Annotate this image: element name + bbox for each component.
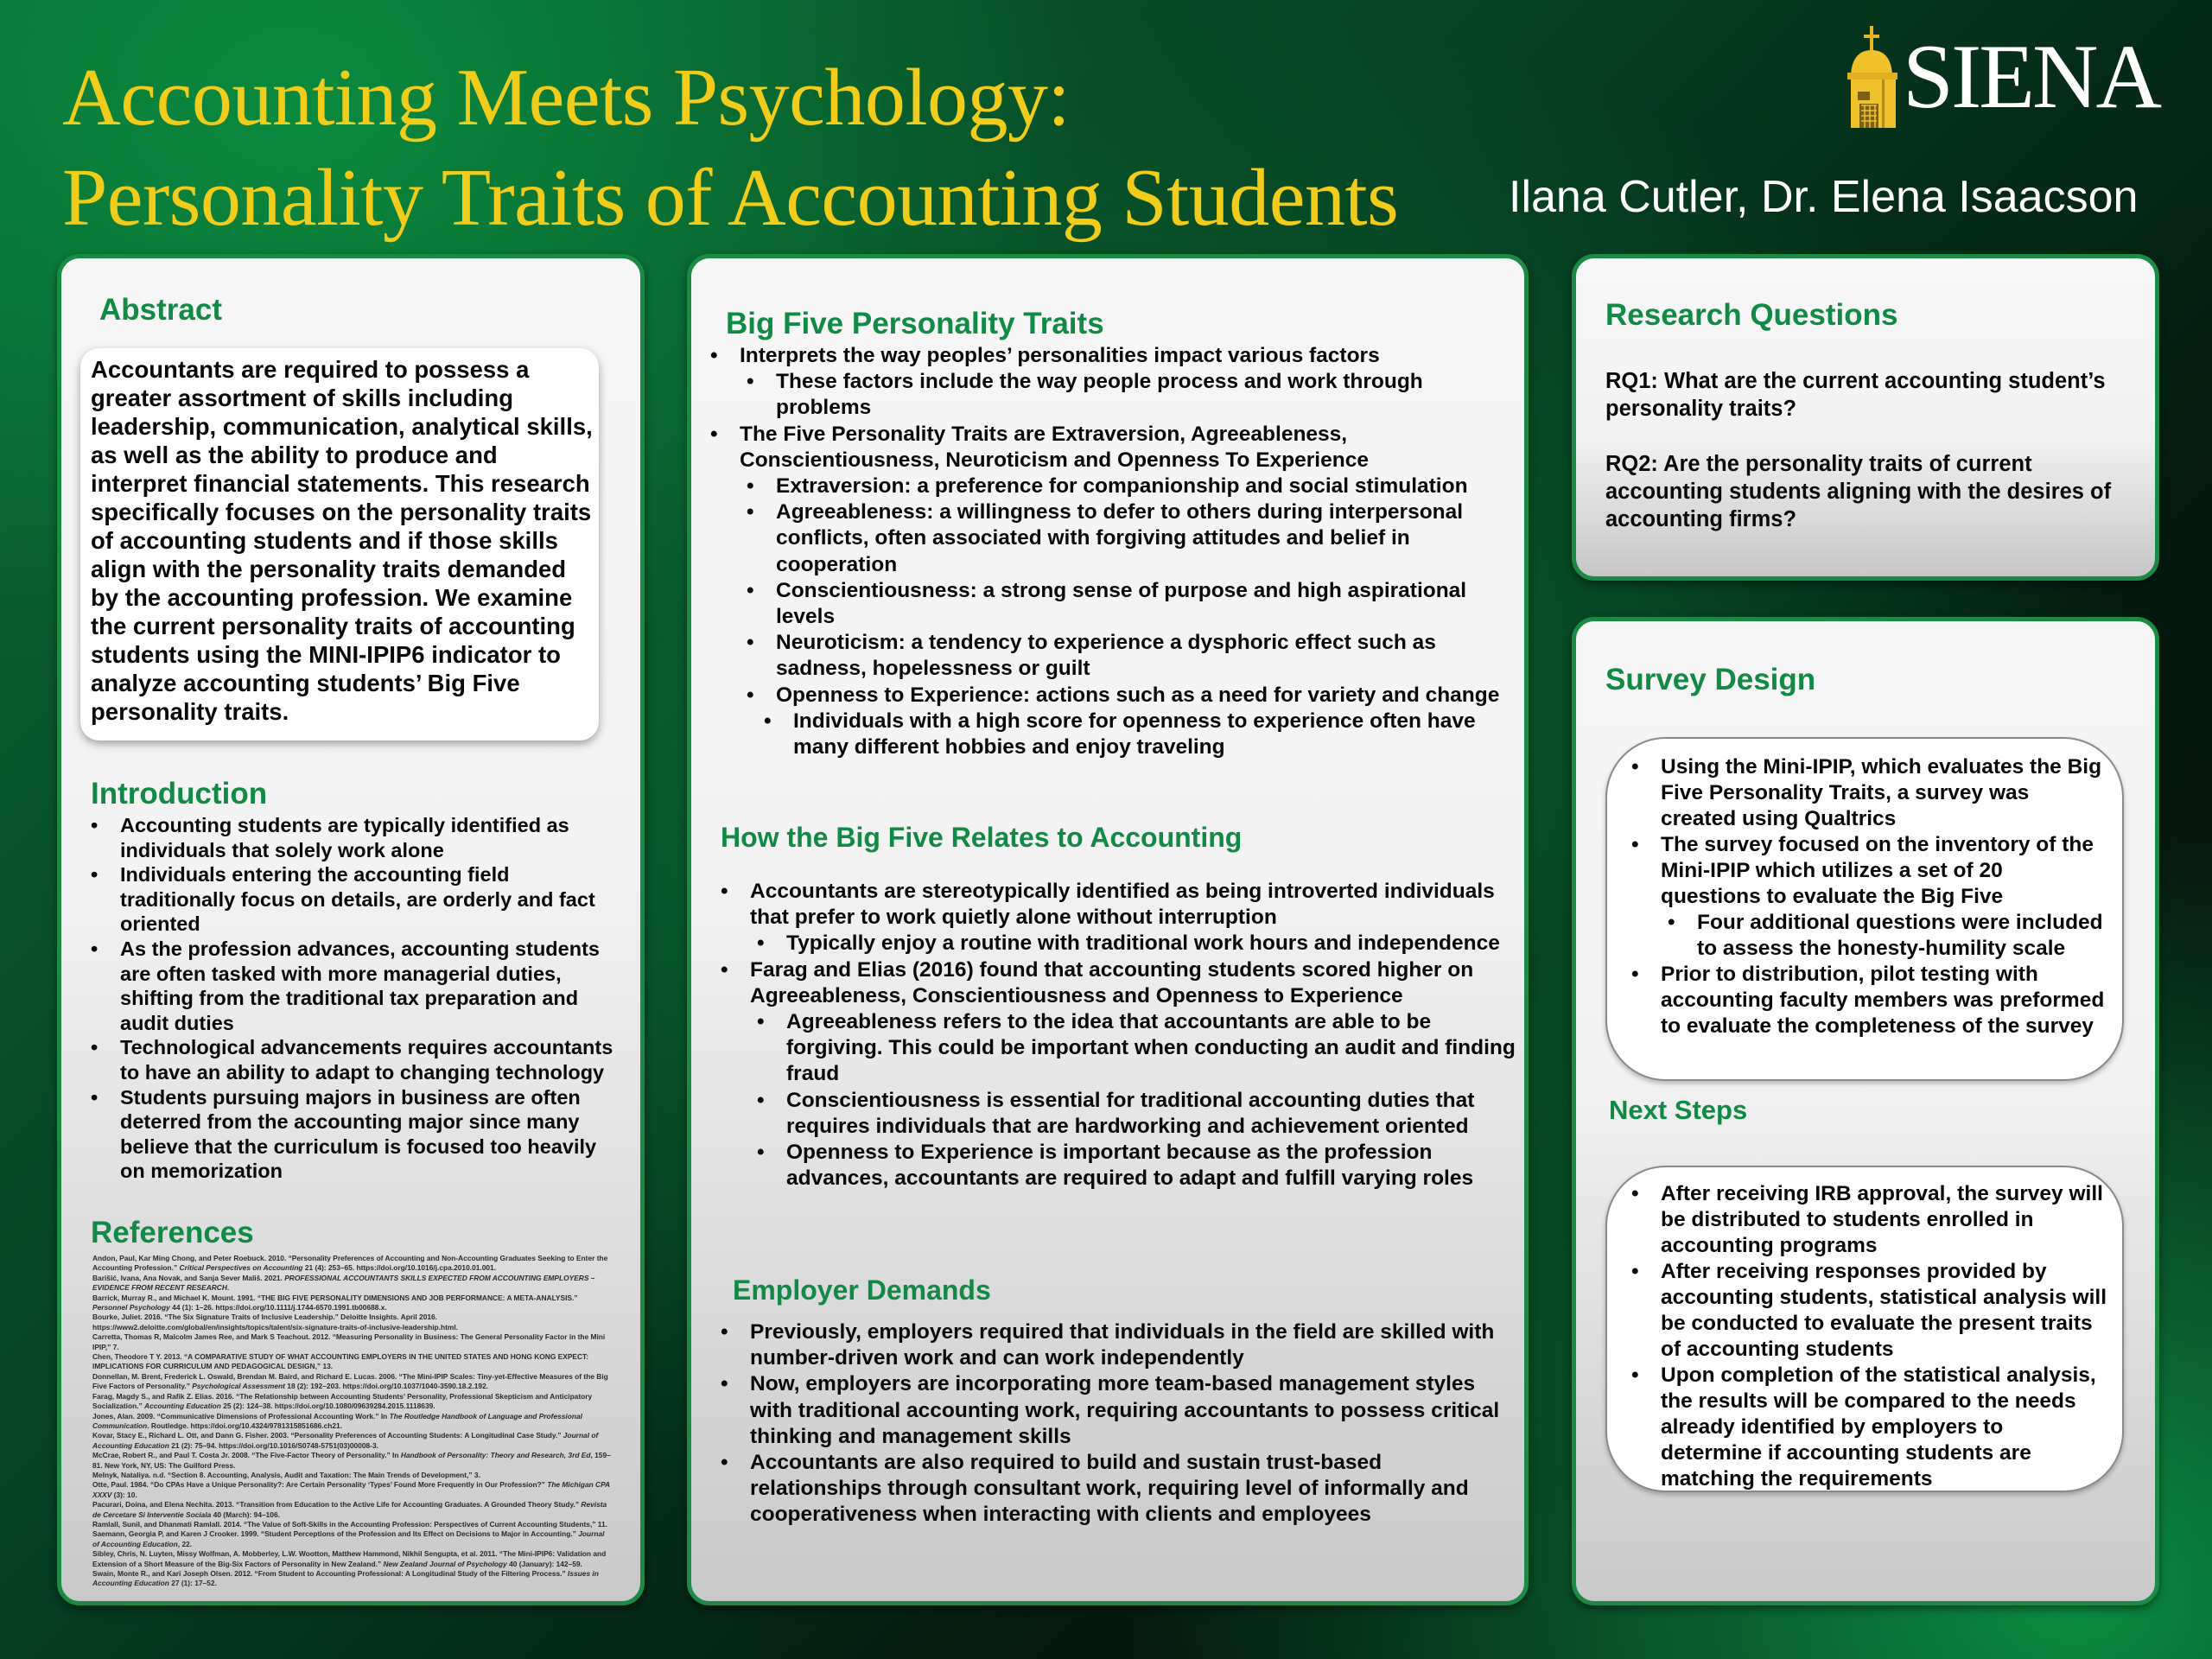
sub-list-item: • Conscientiousness is essential for traditional accounting duties that requires individuals that are hardworking and achievement oriented [714, 1088, 1517, 1140]
reference-source: PROFESSIONAL ACCOUNTANTS SKILLS EXPECTED FROM ACCOUNTING EMPLOYERS – EVIDENCE FROM RECENT RESEARCH [92, 1273, 595, 1293]
reference-source: Critical Perspectives on Accounting [179, 1263, 303, 1273]
reference-text: Sibley, Chris, N. Luyten, Missy Wolfman, A. Mobberley, L.W. Wootton, Matthew Hammond, Nikhil Sengupta, et al. 2011. “The Mini-IPIP6: Validation and Extension of a Short Measure of the Big-Six Factors of Personality in New Zealand.” [92, 1549, 607, 1568]
research-questions-text [1605, 367, 2141, 561]
reference-text: Jones, Alan. 2009. “Communicative Dimensions of Professional Accounting Work.” In [92, 1411, 390, 1421]
list-item: • Students pursuing majors in business are often deterred from the accounting major since many believe that the curriculum is focused too heavily on memorization [84, 1085, 620, 1184]
sub-list-item: • Openness to Experience: actions such as a need for variety and change [703, 683, 1516, 709]
reference-item [92, 1274, 611, 1294]
list-item: • The Five Personality Traits are Extraversion, Agreeableness, Conscientiousness, Neuroticism and Openness To Experience [703, 422, 1516, 474]
reference-text: Bourke, Juliet. 2016. “The Six Signature Traits of Inclusive Leadership.” Deloitte Insights. April 2016. https://www2.deloitte.com/global/en/insights/topics/talent/six-signature-traits-of-inclusive-leadership.html. [92, 1313, 458, 1332]
reference-source: The Michigan CPA XXXV [92, 1480, 610, 1499]
sub-list-item: • Openness to Experience is important because as the profession advances, accountants are required to adapt and fulfill varying roles [714, 1140, 1517, 1192]
reference-item [92, 1352, 611, 1372]
reference-source: Journal of Accounting Education [92, 1529, 605, 1548]
reference-item [92, 1569, 611, 1589]
relates-list [714, 879, 1517, 1192]
reference-item [92, 1520, 611, 1529]
reference-source: Handbook of Personality: Theory and Research, 3rd Ed [400, 1451, 591, 1460]
reference-details: 21 (2): 75–94. https://doi.org/10.1016/S0748-5751(03)00008-3. [168, 1440, 378, 1450]
panel-middle [687, 254, 1529, 1605]
reference-details: 21 (4): 253–65. https://doi.org/10.1016/j.cpa.2010.01.001. [302, 1263, 497, 1273]
reference-text: Melnyk, Nataliya. n.d. “Section 8. Accounting, Analysis, Audit and Taxation: The Main Trends of Development,” 3. [92, 1470, 480, 1479]
reference-text: Barrick, Murray R., and Michael K. Mount. 1991. “THE BIG FIVE PERSONALITY DIMENSIONS AND JOB PERFORMANCE: A META-ANALYSIS.” [92, 1293, 578, 1302]
reference-text: Kovar, Stacy E., Richard L. Ott, and Dann G. Fisher. 2003. “Personality Preferences of Accounting Students: A Longitudinal Case Study.” [92, 1431, 563, 1440]
poster-title-line-2: Personality Traits of Accounting Students [62, 153, 1399, 243]
reference-item [92, 1412, 611, 1432]
reference-item [92, 1294, 611, 1313]
survey-design-heading: Survey Design [1605, 663, 1816, 696]
reference-details: , 22. [177, 1539, 193, 1548]
sub-list-item: • Individuals with a high score for openness to experience often have many different hobbies and enjoy traveling [703, 709, 1516, 760]
sub-list-item: • Four additional questions were included to assess the honesty-humility scale [1624, 910, 2107, 962]
big-five-list [703, 343, 1516, 760]
reference-text: Pacurari, Doina, and Elena Nechita. 2013. “Transition from Education to the Active Life for Accounting Graduates. A Grounded Theory Study.” [92, 1500, 582, 1510]
siena-wordmark: SIENA [1903, 26, 2160, 127]
list-item: • Farag and Elias (2016) found that accounting students scored higher on Agreeableness, Conscientiousness and Openness to Experience [714, 957, 1517, 1009]
list-item: • Using the Mini-IPIP, which evaluates the Big Five Personality Traits, a survey was created using Qualtrics [1624, 754, 2107, 832]
reference-text: Andon, Paul, Kar Ming Chong, and Peter Roebuck. 2010. “Personality Preferences of Accounting and Non-Accounting Graduates Seeking to Enter the Accounting Profession.” [92, 1254, 608, 1273]
reference-details: (3): 10. [111, 1490, 137, 1499]
list-item: • Interprets the way peoples’ personalities impact various factors [703, 343, 1516, 369]
reference-text: Donnellan, M. Brent, Frederick L. Oswald, Brendan M. Baird, and Richard E. Lucas. 2006. “The Mini-IPIP Scales: Tiny-yet-Effective Measures of the Big Five Factors of Personality.” [92, 1371, 608, 1391]
reference-text: Swain, Monte R., and Kari Joseph Olsen. 2012. “From Student to Accounting Professional: A Longitudinal Study of the Filtering Process.” [92, 1569, 569, 1578]
big-five-heading: Big Five Personality Traits [726, 307, 1104, 340]
reference-source: Revista de Cercetare Si Interventie Sociala [92, 1500, 607, 1519]
list-item: • Technological advancements requires accountants to have an ability to adapt to changing technology [84, 1035, 620, 1084]
list-item: • Accountants are stereotypically identified as being introverted individuals that prefer to work quietly alone without interruption [714, 879, 1517, 931]
reference-text: Saemann, Georgia P, and Karen J Crooker. 1999. “Student Perceptions of the Profession and Its Effect on Decisions to Major in Accounting.” [92, 1529, 579, 1539]
reference-source: Personnel Psychology [92, 1303, 170, 1313]
list-item: • Accountants are also required to build and sustain trust-based relationships through consultant work, requiring level of informally and cooperativeness when interacting with clients and employees [714, 1450, 1517, 1529]
sub-list-item: • Agreeableness: a willingness to defer to others during interpersonal conflicts, often associated with forgiving attitudes and belief in cooperation [703, 499, 1516, 578]
reference-text: Carretta, Thomas R, Malcolm James Ree, and Mark S Teachout. 2012. “Measuring Personality in Business: The General Personality Factor in the Mini IPIP,” 7. [92, 1332, 606, 1351]
siena-logo [1840, 24, 2186, 130]
list-item: • Now, employers are incorporating more team-based management styles with traditional accounting work, requiring accountants to possess critical thinking and management skills [714, 1371, 1517, 1450]
authors: Ilana Cutler, Dr. Elena Isaacson [1509, 172, 2139, 222]
research-question-1: RQ1: What are the current accounting student’s personality traits? [1605, 369, 2106, 421]
reference-source: Issues in Accounting Education [92, 1569, 599, 1588]
reference-text: Farag, Magdy S., and Rafik Z. Elias. 2016. “The Relationship between Accounting Students’ Personality, Professional Skepticism and Anticipatory Socialization.” [92, 1391, 593, 1411]
reference-source: The Routledge Handbook of Language and Professional Communication [92, 1411, 582, 1430]
reference-item [92, 1500, 611, 1520]
reference-text: McCrae, Robert R., and Paul T. Costa Jr. 2008. “The Five-Factor Theory of Personality.” In [92, 1451, 401, 1460]
reference-details: 40 (January): 142–59. [506, 1559, 582, 1568]
sub-list-item: • Neuroticism: a tendency to experience a dysphoric effect such as sadness, hopelessness or guilt [703, 630, 1516, 682]
survey-design-box [1605, 737, 2124, 1081]
next-steps-heading: Next Steps [1609, 1095, 1748, 1125]
reference-details: 40 (March): 94–106. [211, 1510, 280, 1519]
list-item: • After receiving IRB approval, the survey will be distributed to students enrolled in accounting programs [1624, 1181, 2107, 1259]
list-item: • As the profession advances, accounting students are often tasked with more managerial duties, shifting from the traditional tax preparation and audit duties [84, 937, 620, 1035]
survey-design-list [1624, 754, 2107, 1039]
reference-text: Chen, Theodore T Y. 2013. “A COMPARATIVE STUDY OF WHAT ACCOUNTING EMPLOYERS IN THE UNITED STATES AND HONG KONG EXPECT: IMPLICATIONS FOR CURRICULUM AND PEDAGOGICAL DESIGN,” 13. [92, 1352, 589, 1371]
list-item: • Upon completion of the statistical analysis, the results will be compared to the needs already identified by employers to determine if accounting students are matching the requirements [1624, 1363, 2107, 1492]
reference-item [92, 1480, 611, 1500]
employer-demands-heading: Employer Demands [733, 1274, 991, 1306]
reference-item [92, 1254, 611, 1274]
reference-details: 25 (2): 124–38. https://doi.org/10.1080/09639284.2015.1118639. [220, 1402, 435, 1411]
list-item: • Previously, employers required that individuals in the field are skilled with number-driven work and can work independently [714, 1319, 1517, 1371]
list-item: • The survey focused on the inventory of the Mini-IPIP which utilizes a set of 20 questions to evaluate the Big Five [1624, 832, 2107, 910]
employer-demands-list [714, 1319, 1517, 1529]
reference-item [92, 1392, 611, 1412]
reference-text: Ramlall, Sunil, and Dhanmati Ramlall. 2014. “The Value of Soft-Skills in the Accounting Profession: Perspectives of Current Accounting Students,” 11. [92, 1519, 607, 1529]
sub-list-item: • Extraversion: a preference for companionship and social stimulation [703, 474, 1516, 499]
reference-source: Journal of Accounting Education [92, 1431, 599, 1450]
reference-details: 44 (1): 1–26. https://doi.org/10.1111/j.1744-6570.1991.tb00688.x. [169, 1303, 387, 1313]
references-heading: References [91, 1216, 254, 1249]
reference-source: Psychological Assessment [192, 1382, 285, 1391]
list-item: • Individuals entering the accounting field traditionally focus on details, are orderly and fact oriented [84, 862, 620, 937]
reference-details: 18 (2): 192–203. https://doi.org/10.1037/1040-3590.18.2.192. [284, 1382, 489, 1391]
reference-source: New Zealand Journal of Psychology [383, 1559, 507, 1568]
research-questions-heading: Research Questions [1605, 298, 1898, 332]
reference-item [92, 1529, 611, 1549]
reference-item [92, 1313, 611, 1332]
reference-item [92, 1451, 611, 1471]
sub-list-item: • Typically enjoy a routine with traditional work hours and independence [714, 931, 1517, 957]
relates-heading: How the Big Five Relates to Accounting [721, 822, 1243, 853]
introduction-list [84, 813, 620, 1184]
reference-text: Barišić, Ivana, Ana Novak, and Sanja Sever Mališ. 2021. [92, 1273, 285, 1282]
panel-right [1572, 617, 2159, 1605]
reference-item [92, 1372, 611, 1392]
abstract-heading: Abstract [99, 293, 222, 327]
reference-item [92, 1332, 611, 1352]
list-item: • Accounting students are typically identified as individuals that solely work alone [84, 813, 620, 862]
reference-item [92, 1431, 611, 1451]
reference-item [92, 1471, 611, 1480]
references-list [92, 1254, 611, 1589]
list-item: • Prior to distribution, pilot testing with accounting faculty members was preformed to evaluate the completeness of the survey [1624, 962, 2107, 1039]
list-item: • After receiving responses provided by accounting students, statistical analysis will be conducted to evaluate the present traits of accounting students [1624, 1259, 2107, 1363]
panel-research-questions [1572, 254, 2159, 581]
reference-details: . Routledge. https://doi.org/10.4324/9781315851686.ch21. [147, 1421, 343, 1430]
sub-list-item: • These factors include the way people process and work through problems [703, 369, 1516, 421]
sub-list-item: • Agreeableness refers to the idea that accountants are able to be forgiving. This could be important when conducting an audit and finding fraud [714, 1009, 1517, 1088]
abstract-text: Accountants are required to possess a greater assortment of skills including leadership, communication, analytical skills, as well as the ability to produce and interpret financial statements. This research specifically focuses on the personality traits of accounting students and if those skills align with the personality traits demanded by the accounting profession. We examine the current personality traits of accounting students using the MINI-IPIP6 indicator to analyze accounting students’ Big Five personality traits. [91, 356, 593, 725]
introduction-heading: Introduction [91, 777, 268, 810]
reference-details: 27 (1): 17–52. [168, 1579, 217, 1588]
reference-item [92, 1549, 611, 1569]
abstract-box [80, 348, 599, 741]
next-steps-box [1605, 1166, 2124, 1492]
reference-details: . [226, 1283, 230, 1293]
reference-details: , 159–81. New York, NY, US: The Guilford Press. [92, 1451, 611, 1470]
sub-list-item: • Conscientiousness: a strong sense of purpose and high aspirational levels [703, 578, 1516, 630]
reference-text: Otte, Paul. 1984. “Do CPAs Have a Unique Personality?: Are Certain Personality ‘Types’ Found More Frequently in Our Profession?” [92, 1480, 548, 1490]
bell-tower-icon [1840, 24, 1903, 130]
research-question-2: RQ2: Are the personality traits of current accounting students aligning with the desires of accounting firms? [1605, 452, 2112, 531]
panel-left [57, 254, 645, 1605]
poster-title-line-1: Accounting Meets Psychology: [62, 53, 1071, 143]
next-steps-list [1624, 1181, 2107, 1492]
reference-source: Accounting Education [144, 1402, 221, 1411]
